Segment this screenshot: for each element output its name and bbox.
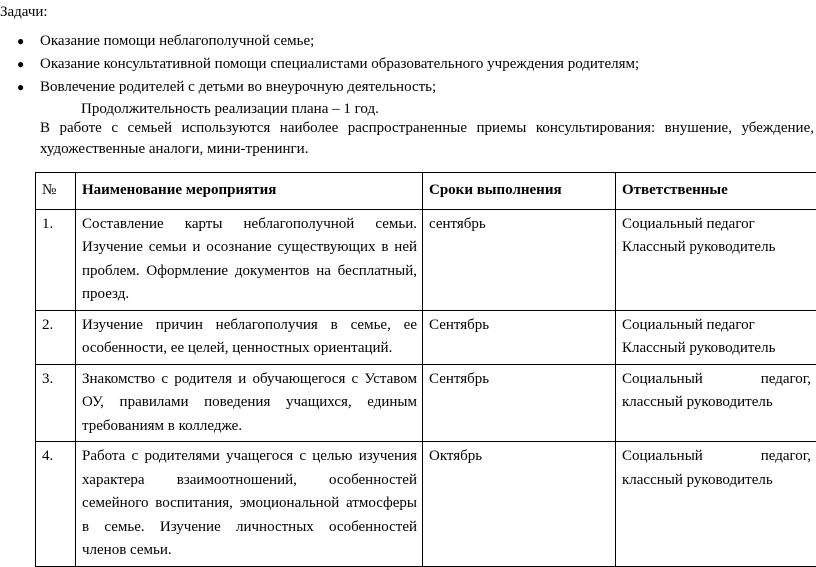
table-header-row — [36, 173, 816, 210]
task-item — [17, 76, 639, 99]
row-date: Сентябрь — [423, 310, 616, 364]
row-resp — [616, 364, 816, 442]
header-date: Сроки выполнения — [423, 173, 616, 210]
row-resp — [616, 209, 816, 310]
row-num: 4. — [36, 442, 76, 567]
resp-line: Социальный педагог, — [622, 445, 811, 469]
row-resp — [616, 310, 816, 364]
tasks-list — [17, 30, 639, 99]
header-num: № — [36, 173, 76, 210]
header-name: Наименование мероприятия — [76, 173, 423, 210]
task-text: Оказание помощи неблагополучной семье; — [40, 33, 314, 49]
row-num: 2. — [36, 310, 76, 364]
table-row — [36, 364, 816, 442]
task-text: Оказание консультативной помощи специалистами образовательного учреждения родителям; — [40, 56, 639, 72]
row-name: Знакомство с родителя и обучающегося с Уставом ОУ, правилами поведения учащихся, единым требованиям в колледже. — [76, 364, 423, 442]
resp-line: Классный руководитель — [622, 236, 811, 260]
task-item — [17, 30, 639, 53]
table-row — [36, 442, 816, 567]
row-num: 3. — [36, 364, 76, 442]
resp-line: Классный руководитель — [622, 337, 811, 361]
resp-line: Социальный педагог — [622, 213, 811, 237]
row-name: Работа с родителями учащегося с целью изучения характера взаимоотношений, особенностей семейного воспитания, эмоциональной атмосферы в семье. Изучение личностных особенностей членов семьи. — [76, 442, 423, 567]
row-name: Изучение причин неблагополучия в семье, ее особенности, ее целей, ценностных ориентаций. — [76, 310, 423, 364]
resp-line: Социальный педагог — [622, 314, 811, 338]
bullet-icon: ● — [17, 30, 24, 53]
plan-duration: Продолжительность реализации плана – 1 год. — [81, 99, 379, 119]
row-date: Сентябрь — [423, 364, 616, 442]
row-date: сентябрь — [423, 209, 616, 310]
resp-line: классный руководитель — [622, 469, 811, 493]
resp-line: Социальный педагог, — [622, 368, 811, 392]
header-resp: Ответственные — [616, 173, 816, 210]
row-name: Составление карты неблагополучной семьи. Изучение семьи и осознание существующих в ней проблем. Оформление документов на бесплатный, проезд. — [76, 209, 423, 310]
task-text: Вовлечение родителей с детьми во внеурочную деятельность; — [40, 79, 436, 95]
table-row — [36, 310, 816, 364]
table-row — [36, 209, 816, 310]
bullet-icon: ● — [17, 76, 24, 99]
task-item — [17, 53, 639, 76]
row-date: Октябрь — [423, 442, 616, 567]
row-resp — [616, 442, 816, 567]
row-num: 1. — [36, 209, 76, 310]
methods-paragraph: В работе с семьей используются наиболее распространенные приемы консультирования: внушение, убеждение, художественные аналоги, мини-тренинги. — [40, 118, 814, 160]
tasks-heading: Задачи: — [0, 2, 48, 22]
plan-table — [35, 172, 816, 567]
resp-line: классный руководитель — [622, 391, 811, 415]
bullet-icon: ● — [17, 53, 24, 76]
